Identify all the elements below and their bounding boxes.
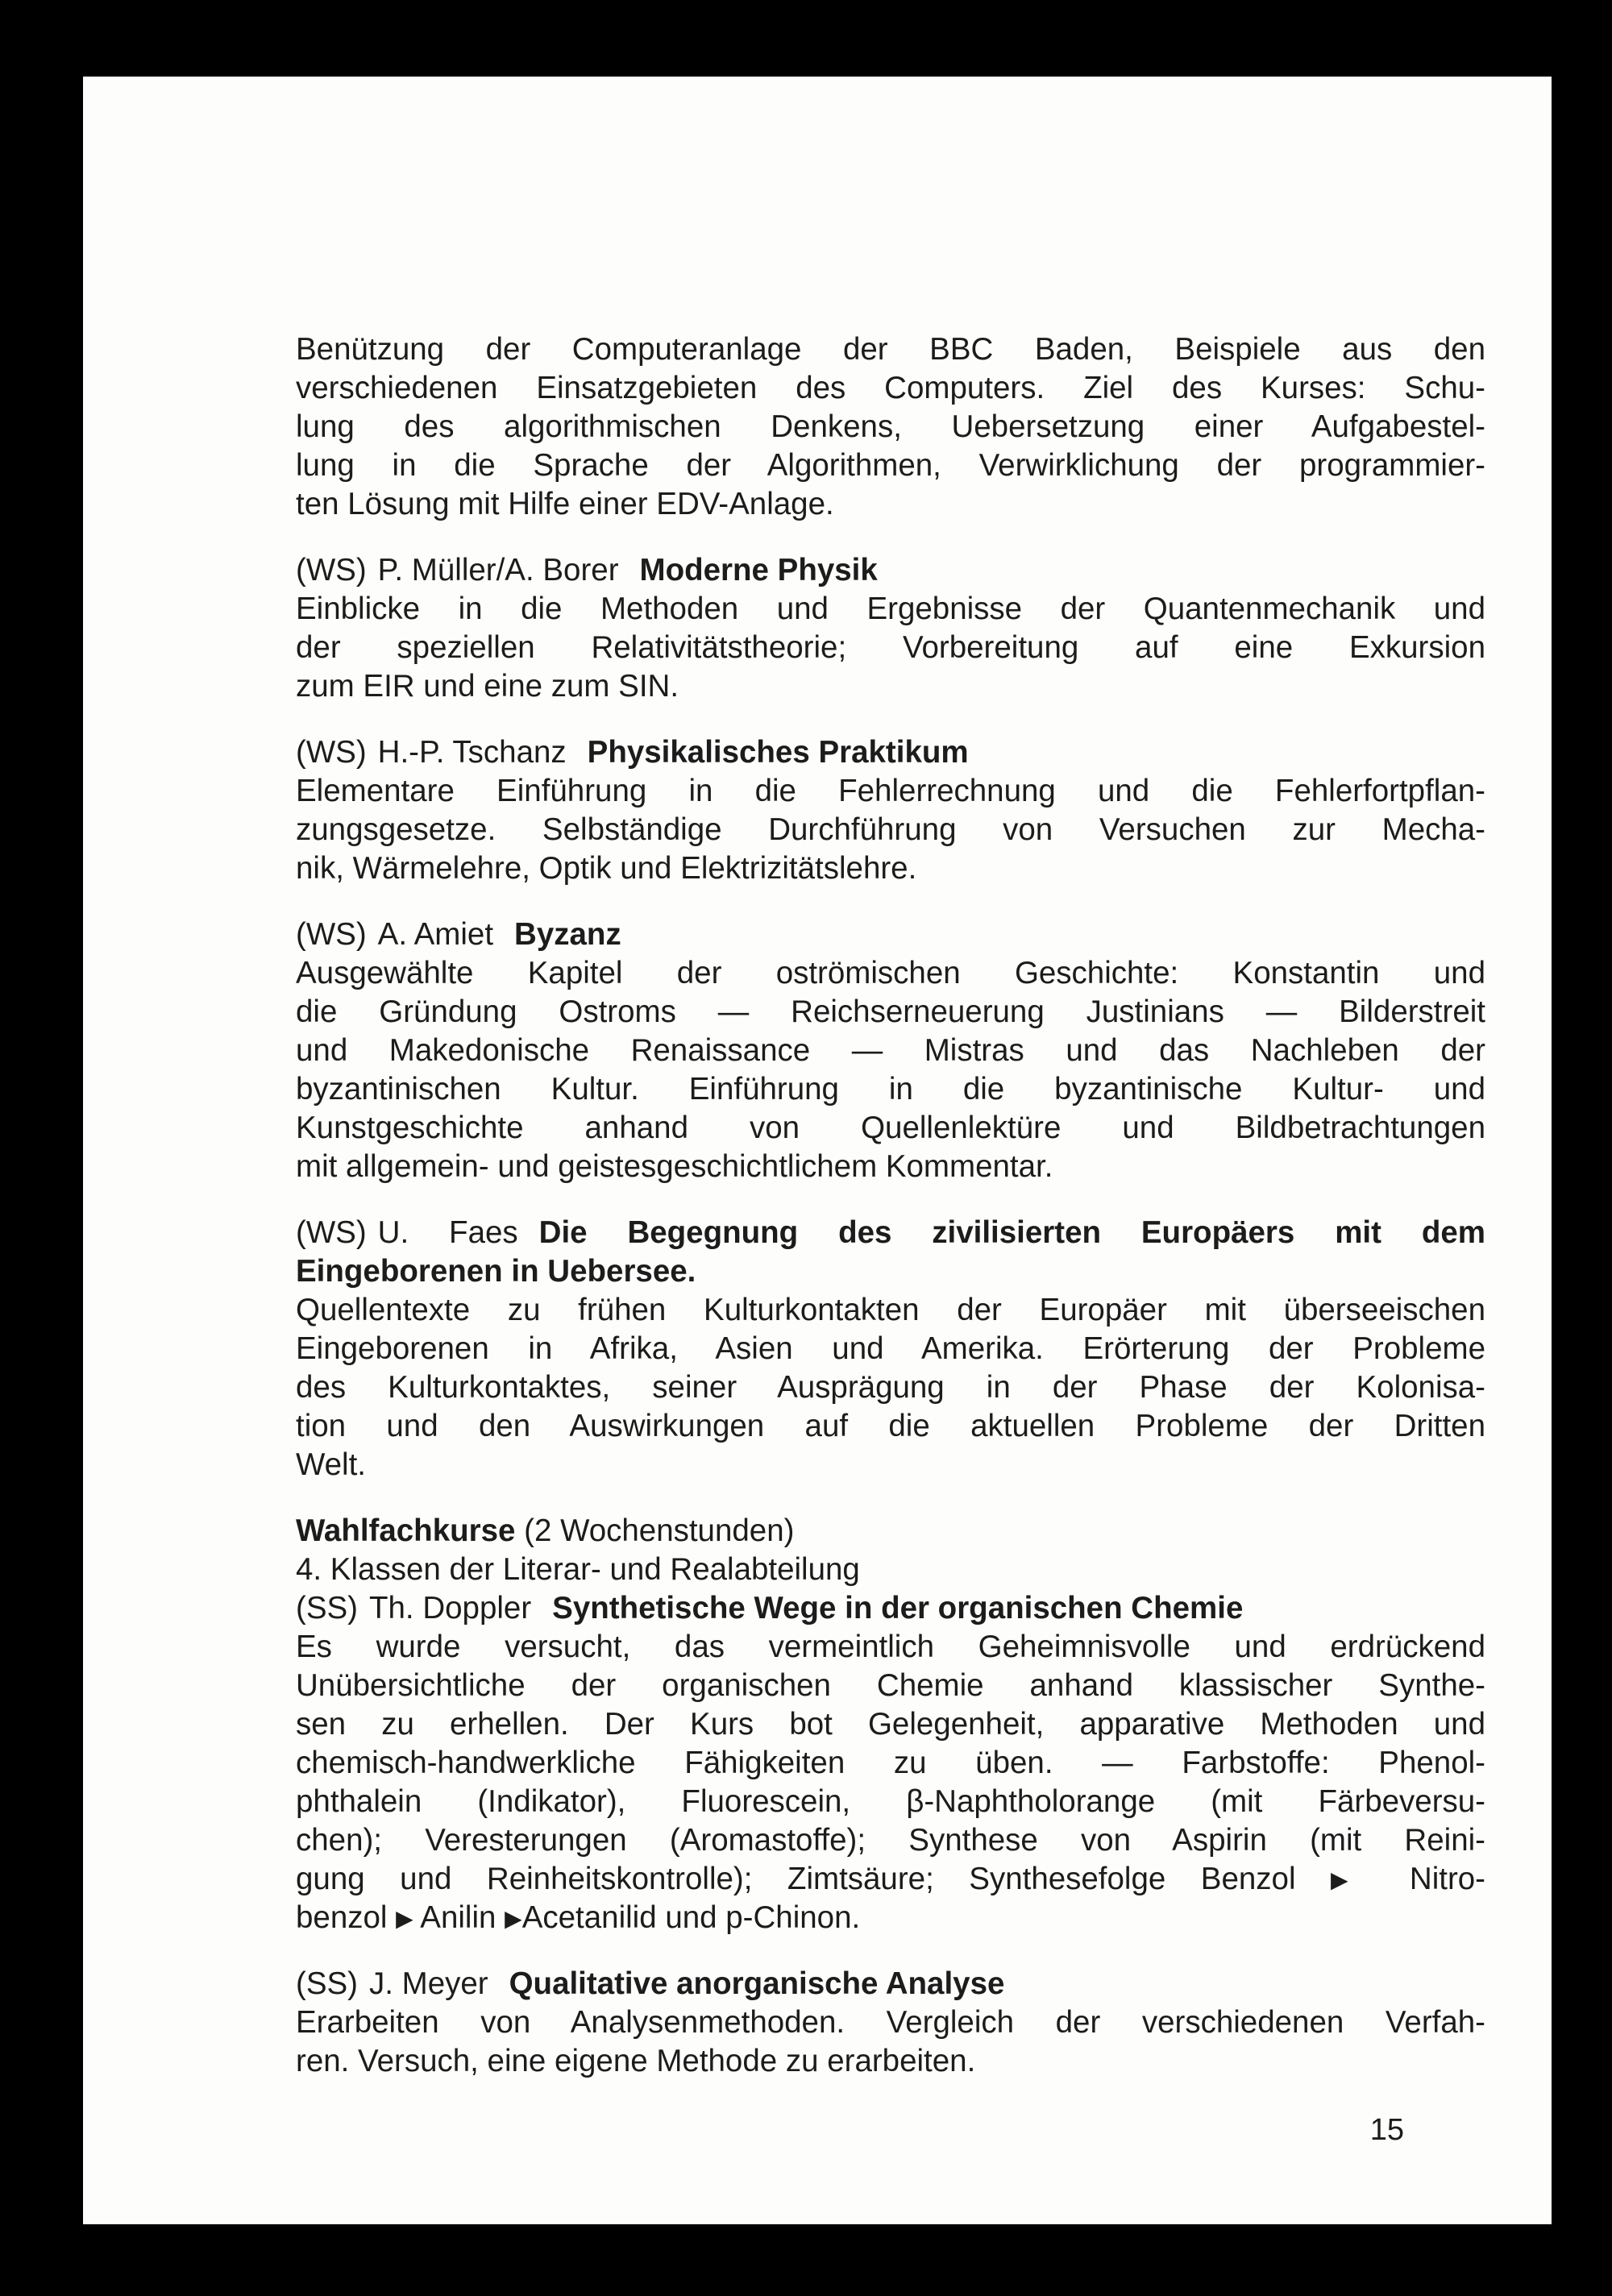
- text-line: Erarbeiten von Analysenmethoden. Vergleich der verschiedenen Verfah-: [296, 2005, 1485, 2040]
- text-line: chen); Veresterungen (Aromastoffe); Synthese von Aspirin (mit Reini-: [296, 1823, 1485, 1858]
- section-title: Wahlfachkurse: [296, 1513, 516, 1548]
- course-title: Synthetische Wege in der organischen Chemie: [552, 1591, 1244, 1625]
- course-heading: [296, 915, 1485, 954]
- course-teacher: P. Müller/A. Borer: [377, 553, 619, 587]
- arrow-right-icon: ▶: [396, 1906, 413, 1931]
- text-line: der speziellen Relativitätstheorie; Vorbereitung auf eine Exkursion: [296, 630, 1485, 665]
- text-line: zungsgesetze. Selbständige Durchführung von Versuchen zur Mecha-: [296, 812, 1485, 847]
- course-semester: (WS): [296, 553, 367, 587]
- text-segment: Anilin: [420, 1900, 496, 1935]
- text-line: Welt.: [296, 1447, 367, 1482]
- text-segment: Nitro-: [1409, 1862, 1485, 1896]
- course-semester: (WS): [296, 1215, 367, 1250]
- text-line: mit allgemein- und geistesgeschichtlichem Kommentar.: [296, 1149, 1053, 1184]
- text-segment: benzol: [296, 1900, 388, 1935]
- arrow-right-icon: ▶: [1331, 1867, 1375, 1892]
- text-line: Einblicke in die Methoden und Ergebnisse der Quantenmechanik und: [296, 592, 1485, 626]
- course-teacher: A. Amiet: [377, 917, 494, 952]
- course-physikalisches-praktikum: [296, 733, 1485, 888]
- course-heading: [296, 551, 1485, 590]
- page-content: [296, 330, 1485, 2108]
- text-line: und Makedonische Renaissance — Mistras und das Nachleben der: [296, 1033, 1485, 1068]
- text-line: Kunstgeschichte anhand von Quellenlektüre und Bildbetrachtungen: [296, 1111, 1485, 1145]
- text-line: Eingeborenen in Afrika, Asien und Amerika. Erörterung der Probleme: [296, 1331, 1485, 1366]
- text-line: phthalein (Indikator), Fluorescein, β-Naphtholorange (mit Färbeversu-: [296, 1784, 1485, 1819]
- text-line: verschiedenen Einsatzgebieten des Computers. Ziel des Kurses: Schu-: [296, 371, 1485, 405]
- course-semester: (WS): [296, 917, 367, 952]
- course-heading: [296, 1214, 1485, 1252]
- text-line: zum EIR und eine zum SIN.: [296, 669, 679, 704]
- text-line: des Kulturkontaktes, seiner Ausprägung in der Phase der Kolonisa-: [296, 1370, 1485, 1405]
- course-teacher: H.-P. Tschanz: [377, 735, 567, 770]
- course-title-continued: Eingeborenen in Uebersee.: [296, 1254, 696, 1289]
- course-semester: (SS): [296, 1966, 358, 2001]
- text-segment: gung und Reinheitskontrolle); Zimtsäure; Synthesefolge Benzol: [296, 1862, 1296, 1896]
- course-heading: [296, 1965, 1485, 2003]
- course-heading: [296, 733, 1485, 772]
- text-line: byzantinischen Kultur. Einführung in die byzantinische Kultur- und: [296, 1072, 1485, 1106]
- text-line: lung in die Sprache der Algorithmen, Verwirklichung der programmier-: [296, 448, 1485, 483]
- text-line: tion und den Auswirkungen auf die aktuellen Probleme der Dritten: [296, 1409, 1485, 1443]
- text-line: Ausgewählte Kapitel der oströmischen Geschichte: Konstantin und: [296, 956, 1485, 990]
- text-line: die Gründung Ostroms — Reichserneuerung Justinians — Bilderstreit: [296, 994, 1485, 1029]
- course-teacher: Th. Doppler: [369, 1591, 532, 1625]
- section-heading: [296, 1512, 1485, 1551]
- text-segment: Acetanilid und p-Chinon.: [521, 1900, 861, 1935]
- text-line: sen zu erhellen. Der Kurs bot Gelegenheit, apparative Methoden und: [296, 1707, 1485, 1742]
- course-title: Physikalisches Praktikum: [587, 735, 969, 770]
- section-subheading: 4. Klassen der Literar- und Realabteilung: [296, 1552, 860, 1587]
- wahlfach-section: [296, 1512, 1485, 1937]
- text-line: chemisch-handwerkliche Fähigkeiten zu üben. — Farbstoffe: Phenol-: [296, 1746, 1485, 1780]
- course-begegnung: [296, 1214, 1485, 1484]
- course-moderne-physik: [296, 551, 1485, 706]
- course-heading: [296, 1589, 1485, 1628]
- course-title: Moderne Physik: [639, 553, 878, 587]
- text-line: nik, Wärmelehre, Optik und Elektrizitätslehre.: [296, 851, 917, 886]
- text-line: Unübersichtliche der organischen Chemie anhand klassischer Synthe-: [296, 1668, 1485, 1703]
- course-title: Qualitative anorganische Analyse: [509, 1966, 1005, 2001]
- text-line: Benützung der Computeranlage der BBC Baden, Beispiele aus den: [296, 332, 1485, 367]
- text-line: [296, 1860, 1485, 1899]
- text-line: Elementare Einführung in die Fehlerrechnung und die Fehlerfortpflan-: [296, 774, 1485, 808]
- course-teacher: U. Faes: [377, 1215, 518, 1250]
- intro-paragraph: [296, 330, 1485, 524]
- course-qualitative-analyse: [296, 1965, 1485, 2081]
- course-semester: (WS): [296, 735, 367, 770]
- course-title: Byzanz: [514, 917, 621, 952]
- course-title: Die Begegnung des zivilisierten Europäers mit dem: [538, 1215, 1485, 1250]
- page-number: 15: [1369, 2113, 1404, 2147]
- text-line: Es wurde versucht, das vermeintlich Geheimnisvolle und erdrückend: [296, 1630, 1485, 1664]
- course-semester: (SS): [296, 1591, 358, 1625]
- arrow-right-icon: ▶: [505, 1906, 522, 1931]
- text-line: Quellentexte zu frühen Kulturkontakten der Europäer mit überseeischen: [296, 1293, 1485, 1327]
- text-line: [296, 1899, 1485, 1937]
- document-page: [83, 77, 1552, 2224]
- course-teacher: J. Meyer: [369, 1966, 488, 2001]
- section-title-suffix: (2 Wochenstunden): [524, 1513, 795, 1548]
- text-line: ren. Versuch, eine eigene Methode zu erarbeiten.: [296, 2044, 976, 2078]
- text-line: ten Lösung mit Hilfe einer EDV-Anlage.: [296, 487, 834, 521]
- course-byzanz: [296, 915, 1485, 1186]
- text-line: lung des algorithmischen Denkens, Uebersetzung einer Aufgabestel-: [296, 409, 1485, 444]
